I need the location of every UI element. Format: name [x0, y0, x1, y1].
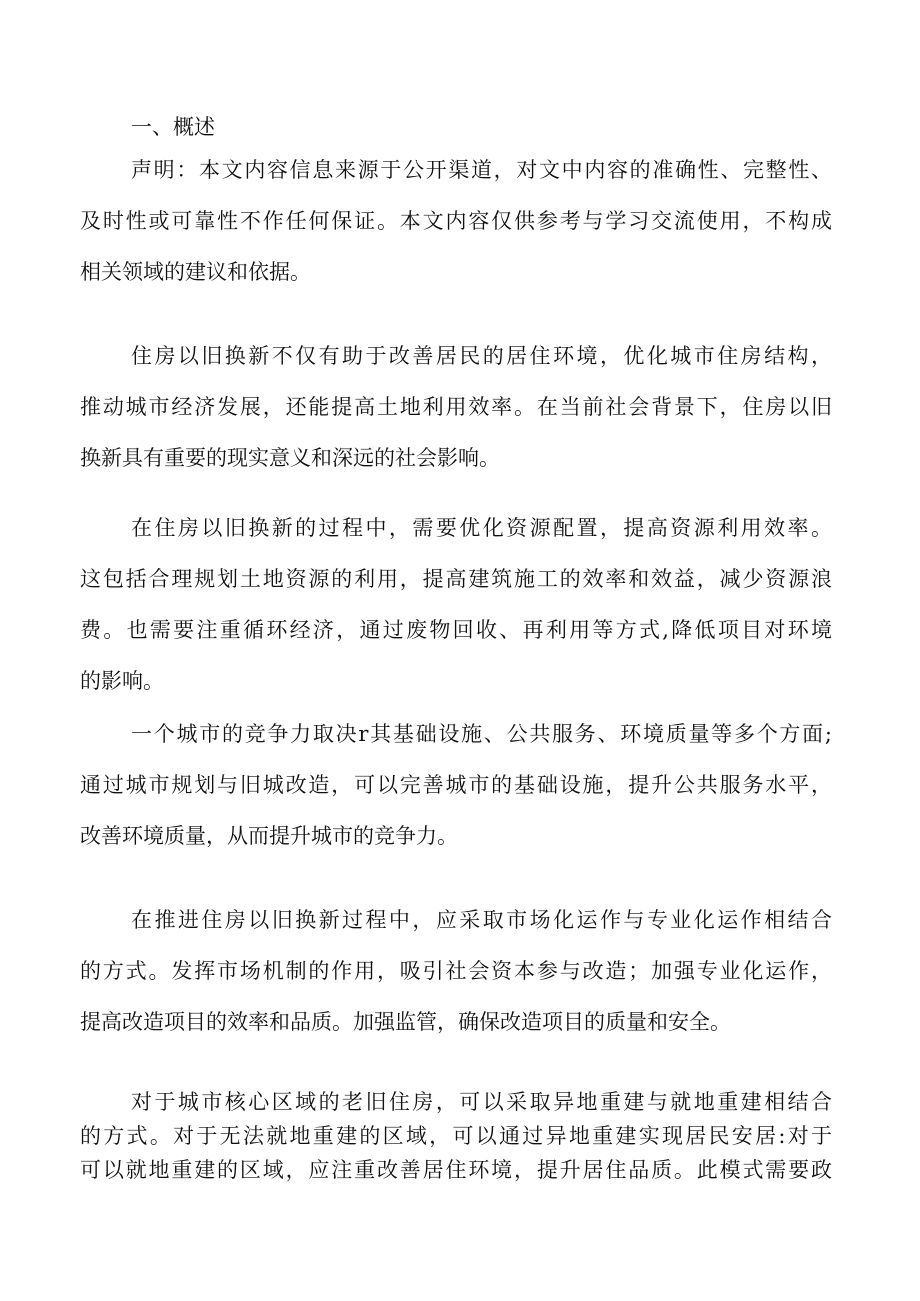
paragraph-line: 的方式。发挥市场机制的作用，吸引社会资本参与改造；加强专业化运作，: [80, 959, 832, 983]
paragraph-4: [80, 709, 832, 862]
paragraph-line: 费。也需要注重循环经济，通过废物回收、再利用等方式,降低项目对环境: [80, 618, 832, 642]
paragraph-line: 可以就地重建的区域，应注重改善居住环境，提升居住品质。此模式需要政: [80, 1158, 832, 1182]
paragraph-line: 提高改造项目的效率和品质。加强监管，确保改造项目的质量和安全。: [80, 1010, 731, 1034]
paragraph-line: 对于城市核心区域的老旧住房，可以采取异地重建与就地重建相结合: [131, 1090, 832, 1114]
paragraph-line: 换新具有重要的现实意义和深远的社会影响。: [80, 446, 500, 470]
paragraph-line: 改善环境质量，从而提升城市的竞争力。: [80, 824, 458, 848]
paragraph-disclaimer: [80, 145, 832, 298]
paragraph-line: 及时性或可靠性不作任何保证。本文内容仅供参考与学习交流使用，不构成: [80, 209, 832, 233]
paragraph-line: 声明：本文内容信息来源于公开渠道，对文中内容的准确性、完整性、: [131, 158, 832, 182]
section-heading: 一、概述: [131, 115, 215, 139]
paragraph-line: 的影响。: [80, 669, 164, 693]
paragraph-3: [80, 503, 832, 707]
paragraph-line: 在推进住房以旧换新过程中，应采取市场化运作与专业化运作相结合: [131, 908, 832, 932]
paragraph-5: [80, 895, 832, 1048]
paragraph-line: 在住房以旧换新的过程中，需要优化资源配置，提高资源利用效率。: [131, 516, 832, 540]
paragraph-2: [80, 331, 832, 484]
paragraph-line: 的方式。对于无法就地重建的区域，可以通过异地重建实现居民安居:对于: [80, 1124, 832, 1148]
paragraph-6: [80, 1085, 832, 1187]
paragraph-line: 一个城市的竞争力取决r其基础设施、公共服务、环境质量等多个方面;: [131, 722, 832, 746]
paragraph-line: 相关领域的建议和依据。: [80, 260, 311, 284]
paragraph-line: 推动城市经济发展，还能提高土地利用效率。在当前社会背景下，住房以旧: [80, 395, 832, 419]
paragraph-line: 通过城市规划与旧城改造，可以完善城市的基础设施，提升公共服务水平，: [80, 773, 832, 797]
paragraph-line: 住房以旧换新不仅有助于改善居民的居住环境，优化城市住房结构，: [131, 344, 832, 368]
paragraph-line: 这包括合理规划土地资源的利用，提高建筑施工的效率和效益，减少资源浪: [80, 567, 832, 591]
